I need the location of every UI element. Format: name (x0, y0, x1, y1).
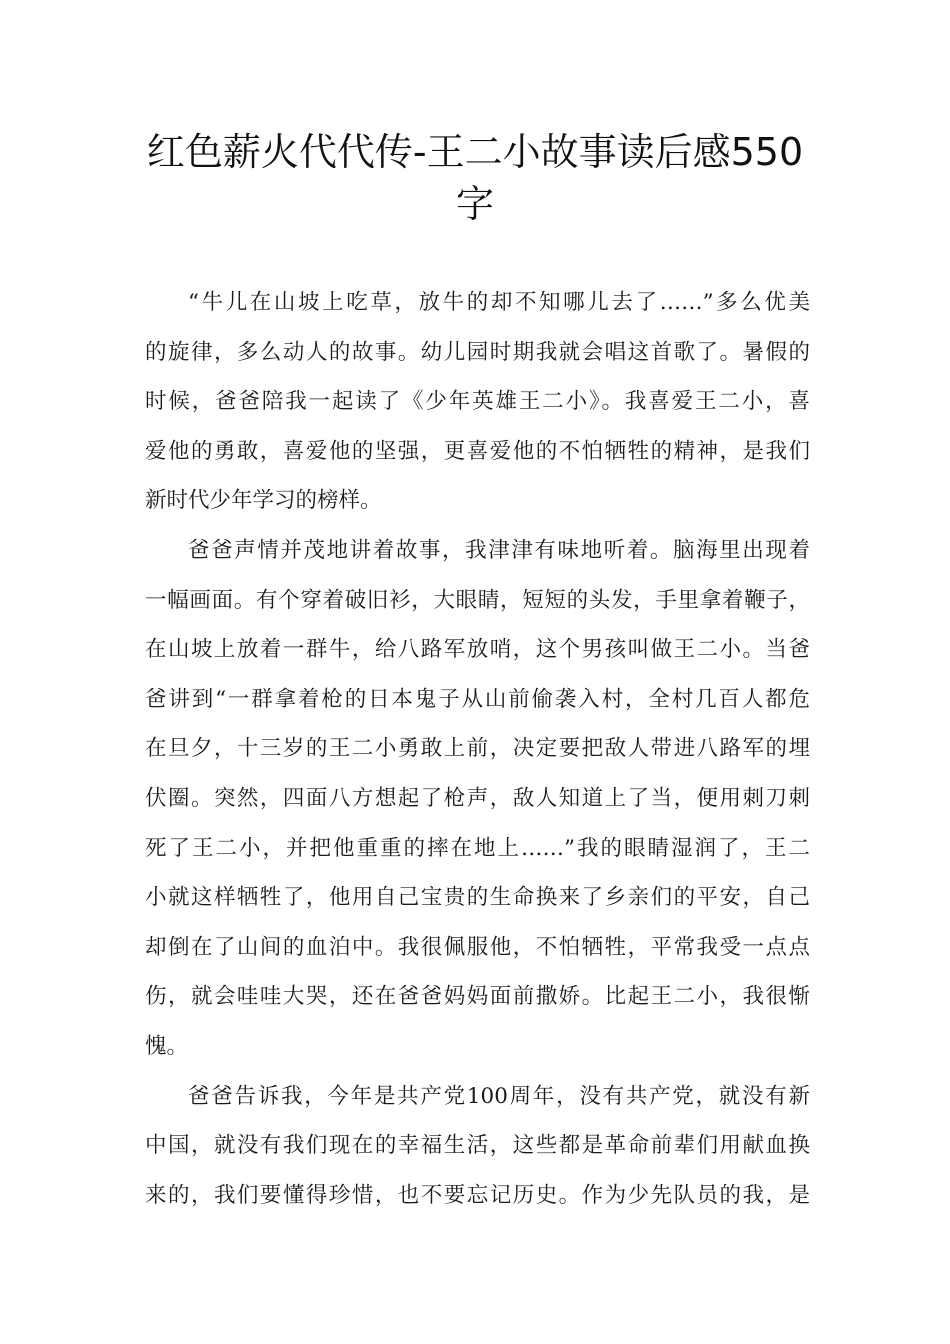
text-line: 的旋律，多么动人的故事。幼儿园时期我就会唱这首歌了。暑假的 (145, 339, 810, 365)
text-line: 在旦夕，十三岁的王二小勇敢上前，决定要把敌人带进八路军的埋 (145, 736, 810, 762)
document-title (120, 126, 830, 230)
paragraph-1 (145, 278, 810, 526)
text-line: 爸爸声情并茂地讲着故事，我津津有味地听着。脑海里出现着 (188, 537, 810, 563)
title-line: 字 (455, 182, 494, 226)
text-line: 爸讲到“一群拿着枪的日本鬼子从山前偷袭入村，全村几百人都危 (145, 686, 810, 712)
text-line: 来的，我们要懂得珍惜，也不要忘记历史。作为少先队员的我，是 (145, 1182, 810, 1208)
paragraph-3 (145, 1072, 810, 1221)
text-line: 小就这样牺牲了，他用自己宝贵的生命换来了乡亲们的平安，自己 (145, 885, 810, 911)
text-line: 新时代少年学习的榜样。 (145, 488, 382, 514)
text-line: 中国，就没有我们现在的幸福生活，这些都是革命前辈们用献血换 (145, 1133, 810, 1159)
title-line: 红色薪火代代传-王二小故事读后感550 (146, 130, 804, 174)
text-line: 伤，就会哇哇大哭，还在爸爸妈妈面前撒娇。比起王二小，我很惭 (145, 984, 810, 1010)
text-line: 时候，爸爸陪我一起读了《少年英雄王二小》。我喜爱王二小，喜 (145, 389, 810, 415)
text-line: “牛儿在山坡上吃草，放牛的却不知哪儿去了……”多么优美 (188, 290, 810, 315)
text-line: 爱他的勇敢，喜爱他的坚强，更喜爱他的不怕牺牲的精神，是我们 (145, 438, 810, 464)
text-line: 死了王二小，并把他重重的摔在地上……”我的眼睛湿润了，王二 (145, 835, 810, 861)
text-line: 伏圈。突然，四面八方想起了枪声，敌人知道上了当，便用刺刀刺 (145, 785, 810, 811)
text-line: 却倒在了山间的血泊中。我很佩服他，不怕牺牲，平常我受一点点 (145, 934, 810, 960)
text-line: 愧。 (145, 1033, 189, 1059)
text-line: 在山坡上放着一群牛，给八路军放哨，这个男孩叫做王二小。当爸 (145, 637, 810, 663)
text-line: 一幅画面。有个穿着破旧衫，大眼睛，短短的头发，手里拿着鞭子， (145, 587, 810, 613)
text-line: 爸爸告诉我，今年是共产党100周年，没有共产党，就没有新 (188, 1083, 810, 1109)
document-body (145, 278, 810, 1220)
paragraph-2 (145, 526, 810, 1072)
